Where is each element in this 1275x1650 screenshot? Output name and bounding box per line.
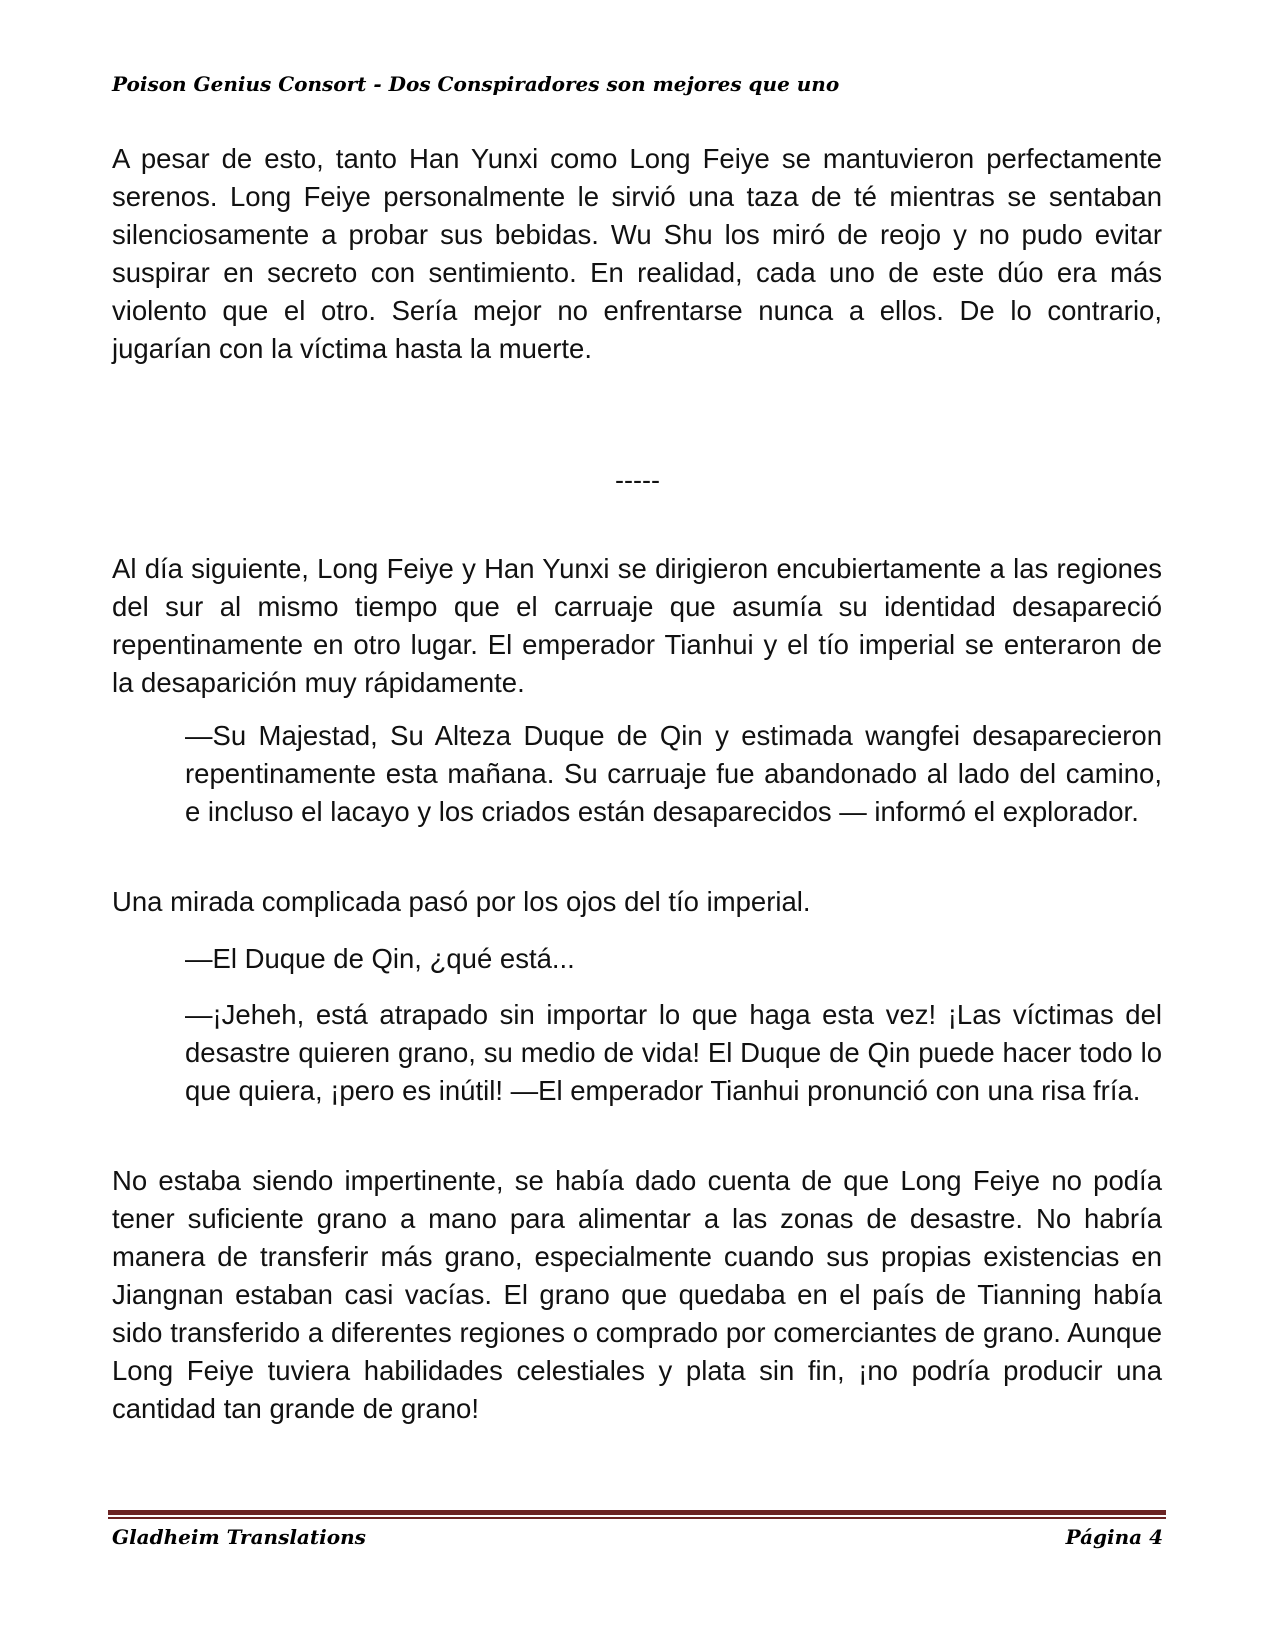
footer-rule-thick [108,1510,1166,1515]
section-separator: ----- [615,465,660,495]
footer-page-number: Página 4 [1065,1525,1163,1549]
running-header: Poison Genius Consort - Dos Conspiradores son mejores que uno [112,72,840,96]
dialogue-uncle: —El Duque de Qin, ¿qué está... [185,943,575,974]
paragraph-uncle-glance: Una mirada complicada pasó por los ojos del tío imperial. [112,886,811,917]
paragraph-2: Al día siguiente, Long Feiye y Han Yunxi se dirigieron encubiertamente a las regiones del sur al mismo tiempo que el carruaje que asumía su identidad desapareció repentinamente en otro lugar. El emperador Tianhui y el tío imperial se enteraron de la desaparición muy rápidamente. [112,553,1162,698]
footer-rule-thin [108,1517,1166,1519]
dialogue-emperor: —¡Jeheh, está atrapado sin importar lo que haga esta vez! ¡Las víctimas del desastre quieren grano, su medio de vida! El Duque de Qin puede hacer todo lo que quiera, ¡pero es inútil! —El emperador Tianhui pronunció con una risa fría. [185,999,1162,1106]
dialogue-scout-report: —Su Majestad, Su Alteza Duque de Qin y estimada wangfei desaparecieron repentinamente esta mañana. Su carruaje fue abandonado al lado del camino, e incluso el lacayo y los criados están desaparecidos — informó el explorador. [185,720,1162,827]
paragraph-final: No estaba siendo impertinente, se había dado cuenta de que Long Feiye no podía tener suficiente grano a mano para alimentar a las zonas de desastre. No habría manera de transferir más grano, especialmente cuando sus propias existencias en Jiangnan estaban casi vacías. El grano que quedaba en el país de Tianning había sido transferido a diferentes regiones o comprado por comerciantes de grano. Aunque Long Feiye tuviera habilidades celestiales y plata sin fin, ¡no podría producir una cantidad tan grande de grano! [112,1165,1162,1424]
paragraph-1: A pesar de esto, tanto Han Yunxi como Long Feiye se mantuvieron perfectamente serenos. Long Feiye personalmente le sirvió una taza de té mientras se sentaban silenciosamente a probar sus bebidas. Wu Shu los miró de reojo y no pudo evitar suspirar en secreto con sentimiento. En realidad, cada uno de este dúo era más violento que el otro. Sería mejor no enfrentarse nunca a ellos. De lo contrario, jugarían con la víctima hasta la muerte. [112,143,1162,364]
footer-publisher: Gladheim Translations [112,1525,366,1549]
